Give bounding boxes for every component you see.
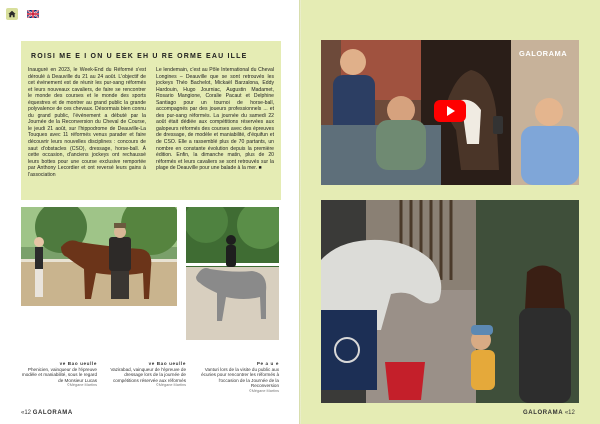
caption-1-heading: ve Bao ueulle xyxy=(59,361,97,366)
caption-1-text: Phenicien, vainqueur de l'épreuve modèle et maniabilité, sous le regard de Monsieur Lucas xyxy=(21,366,97,383)
home-icon xyxy=(8,10,16,18)
uk-flag-icon[interactable] xyxy=(27,10,39,18)
caption-1-credit: ©Mégane Martins xyxy=(66,383,97,388)
article-box xyxy=(21,41,281,200)
galorama-watermark: GALORAMA xyxy=(519,49,568,58)
footer-right xyxy=(523,410,575,416)
article-column-left: Inauguré en 2023, le Week-End du Réformé s'est déroulé à Deauville du 21 au 24 août. L'objectif de cet événement est de réunir les pur-sang réformés et leurs nouveaux cavaliers, de faire se rencontrer le monde des courses et le monde des sports équestres et de montrer au grand public la grande polyvalence de ces chevaux. Désormais bien connu du grand public, l'événement a débuté par la Journée de la Reconversion du Cheval de Course, le jeudi 21 août, sur l'hippodrome de Deauville-La Touques avec 11 réformés venus parader et faire découvrir leurs nouvelles disciplines : concours de saut d'obstacles (CSO), dressage, horse-ball. À cette occasion, d'anciens jockeys ont rechaussé leurs bottes pour une course exclusive remportée par Anthony Lecordier et ont reversé leurs gains à l'association xyxy=(28,67,146,178)
caption-3-text: Vanturi lors de la visite du public aux écuries pour rencontrer les réformés à l'occasion de la Journée de la Reconversion xyxy=(201,366,279,389)
play-button[interactable] xyxy=(434,100,466,122)
home-button[interactable] xyxy=(6,8,18,20)
photo-phenicien xyxy=(21,207,177,306)
caption-2-credit: ©Mégane Martins xyxy=(155,383,186,388)
caption-2-heading: ve Bao ueulle xyxy=(148,361,186,366)
caption-3-credit: ©Mégane Martins xyxy=(248,388,279,393)
caption-2 xyxy=(110,361,186,389)
photo-vazirabad xyxy=(186,207,279,340)
caption-1 xyxy=(21,361,97,389)
brand-left: GALORAMA xyxy=(32,410,73,416)
page-number-left: «12 xyxy=(21,410,32,416)
brand-right: GALORAMA xyxy=(523,410,564,416)
footer-left xyxy=(21,410,73,416)
photo-vanturi xyxy=(321,200,579,403)
caption-2-text: Vazirabad, vainqueur de l'épreuve de dressage lors de la journée de compétitions réservée aux réformés xyxy=(110,366,186,383)
caption-3 xyxy=(199,361,279,395)
play-icon xyxy=(447,106,455,116)
caption-3-heading: Pe a u e xyxy=(256,361,279,366)
article-column-right: Le lendemain, c'est au Pôle International du Cheval Longines – Deauville que se sont retrouvés les jockeys Théo Bachelot, Mickaël Barzalona, Eddy Hardouin, Hugo Journiac, Augustin Madamet, Rosario Mangione, Coralie Pacaut et Delphine Santiago pour un tournoi de horse-ball, accompagnés par des joueurs professionnels ... et des pur-sang réformés. La journée du samedi 22 août était dédiée aux compétitions réservées aux galopeurs réformés des courses avec des épreuves de dressage, de modèle et maniabilité, d'équifun et de CSO. Elle a rassemblé plus de 70 partants, un nombre en constante évolution depuis la première édition. Enfin, la dimanche matin, plus de 20 réformés et leurs cavaliers se sont retrouvés sur la plage de Deauville pour une balade à la mer. ■ xyxy=(156,67,274,172)
page-gutter xyxy=(299,0,301,424)
page-number-right: «12 xyxy=(564,410,575,416)
article-title: ROISI ME É I ON U EEK EH U RÉ ORMÉ EAU ILLE xyxy=(31,53,248,60)
